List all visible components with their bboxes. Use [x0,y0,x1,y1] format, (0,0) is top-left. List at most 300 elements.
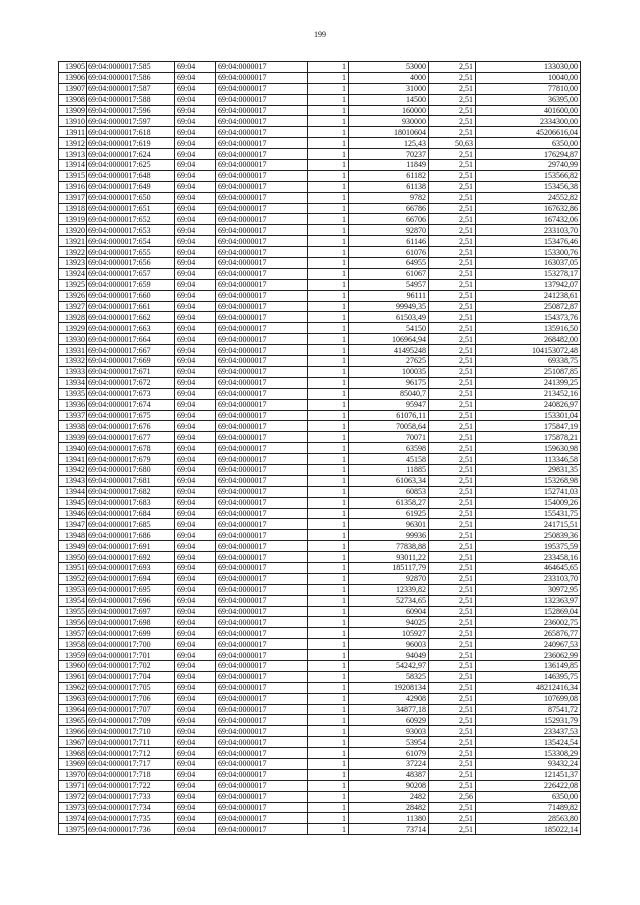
table-row [59,454,581,465]
rate-cell: 2,51 [429,236,476,247]
count-cell: 1 [308,377,349,388]
rate-cell: 2,51 [429,541,476,552]
value-cell: 92870 [349,225,429,236]
table-row [59,595,581,606]
district-code-cell: 69:04 [175,813,216,824]
block-number-cell: 69:04:0000017 [216,312,308,323]
row-number-cell: 13945 [59,497,87,508]
row-number-cell: 13914 [59,160,87,171]
cadastral-number-cell: 69:04:0000017:704 [87,671,175,682]
row-number-cell: 13957 [59,628,87,639]
count-cell: 1 [308,508,349,519]
value-cell: 58325 [349,671,429,682]
block-number-cell: 69:04:0000017 [216,399,308,410]
count-cell: 1 [308,181,349,192]
table-row [59,748,581,759]
rate-cell: 2,51 [429,345,476,356]
total-cell: 153456,38 [476,181,581,192]
cadastral-number-cell: 69:04:0000017:625 [87,160,175,171]
value-cell: 54242,97 [349,660,429,671]
rate-cell: 2,51 [429,334,476,345]
count-cell: 1 [308,802,349,813]
total-cell: 175878,21 [476,432,581,443]
block-number-cell: 69:04:0000017 [216,802,308,813]
total-cell: 185022,14 [476,824,581,835]
value-cell: 11885 [349,464,429,475]
value-cell: 106964,94 [349,334,429,345]
count-cell: 1 [308,573,349,584]
row-number-cell: 13959 [59,650,87,661]
cadastral-number-cell: 69:04:0000017:654 [87,236,175,247]
table-row [59,127,581,138]
block-number-cell: 69:04:0000017 [216,356,308,367]
table-row [59,236,581,247]
rate-cell: 2,51 [429,671,476,682]
total-cell: 226422,08 [476,780,581,791]
row-number-cell: 13921 [59,236,87,247]
count-cell: 1 [308,203,349,214]
row-number-cell: 13967 [59,737,87,748]
district-code-cell: 69:04 [175,366,216,377]
value-cell: 11380 [349,813,429,824]
district-code-cell: 69:04 [175,116,216,127]
row-number-cell: 13935 [59,388,87,399]
cadastral-number-cell: 69:04:0000017:679 [87,454,175,465]
value-cell: 185117,79 [349,562,429,573]
total-cell: 71489,82 [476,802,581,813]
cadastral-number-cell: 69:04:0000017:710 [87,726,175,737]
count-cell: 1 [308,780,349,791]
count-cell: 1 [308,247,349,258]
table-row [59,486,581,497]
district-code-cell: 69:04 [175,464,216,475]
cadastral-number-cell: 69:04:0000017:587 [87,83,175,94]
rate-cell: 2,51 [429,290,476,301]
rate-cell: 2,51 [429,225,476,236]
row-number-cell: 13937 [59,410,87,421]
page-number: 199 [314,30,326,39]
table-row [59,497,581,508]
district-code-cell: 69:04 [175,290,216,301]
value-cell: 77838,88 [349,541,429,552]
cadastral-number-cell: 69:04:0000017:736 [87,824,175,835]
row-number-cell: 13955 [59,606,87,617]
rate-cell: 2,51 [429,715,476,726]
count-cell: 1 [308,72,349,83]
table-row [59,802,581,813]
total-cell: 265876,77 [476,628,581,639]
count-cell: 1 [308,475,349,486]
table-row [59,639,581,650]
table-row [59,650,581,661]
cadastral-number-cell: 69:04:0000017:712 [87,748,175,759]
value-cell: 94049 [349,650,429,661]
rate-cell: 2,51 [429,432,476,443]
table-row [59,83,581,94]
value-cell: 54957 [349,279,429,290]
block-number-cell: 69:04:0000017 [216,181,308,192]
value-cell: 100035 [349,366,429,377]
district-code-cell: 69:04 [175,769,216,780]
rate-cell: 2,51 [429,83,476,94]
row-number-cell: 13962 [59,682,87,693]
row-number-cell: 13927 [59,301,87,312]
row-number-cell: 13911 [59,127,87,138]
rate-cell: 2,51 [429,769,476,780]
table-row [59,62,581,73]
row-number-cell: 13931 [59,345,87,356]
rate-cell: 2,51 [429,388,476,399]
table-row [59,704,581,715]
row-number-cell: 13966 [59,726,87,737]
rate-cell: 2,51 [429,660,476,671]
value-cell: 99936 [349,530,429,541]
count-cell: 1 [308,726,349,737]
cadastral-number-cell: 69:04:0000017:618 [87,127,175,138]
count-cell: 1 [308,454,349,465]
district-code-cell: 69:04 [175,584,216,595]
value-cell: 92870 [349,573,429,584]
total-cell: 241715,51 [476,519,581,530]
total-cell: 167432,06 [476,214,581,225]
block-number-cell: 69:04:0000017 [216,170,308,181]
district-code-cell: 69:04 [175,454,216,465]
block-number-cell: 69:04:0000017 [216,737,308,748]
rate-cell: 2,51 [429,323,476,334]
district-code-cell: 69:04 [175,541,216,552]
cadastral-number-cell: 69:04:0000017:659 [87,279,175,290]
cadastral-number-cell: 69:04:0000017:735 [87,813,175,824]
district-code-cell: 69:04 [175,421,216,432]
row-number-cell: 13915 [59,170,87,181]
block-number-cell: 69:04:0000017 [216,475,308,486]
district-code-cell: 69:04 [175,301,216,312]
block-number-cell: 69:04:0000017 [216,693,308,704]
value-cell: 11849 [349,160,429,171]
row-number-cell: 13944 [59,486,87,497]
block-number-cell: 69:04:0000017 [216,443,308,454]
cadastral-number-cell: 69:04:0000017:655 [87,247,175,258]
row-number-cell: 13968 [59,748,87,759]
district-code-cell: 69:04 [175,268,216,279]
cadastral-number-cell: 69:04:0000017:662 [87,312,175,323]
district-code-cell: 69:04 [175,258,216,269]
district-code-cell: 69:04 [175,170,216,181]
district-code-cell: 69:04 [175,160,216,171]
rate-cell: 2,51 [429,617,476,628]
district-code-cell: 69:04 [175,279,216,290]
table-row [59,214,581,225]
value-cell: 96175 [349,377,429,388]
cadastral-number-cell: 69:04:0000017:596 [87,105,175,116]
value-cell: 27625 [349,356,429,367]
district-code-cell: 69:04 [175,497,216,508]
rate-cell: 2,51 [429,170,476,181]
count-cell: 1 [308,258,349,269]
table-row [59,323,581,334]
row-number-cell: 13941 [59,454,87,465]
total-cell: 233103,70 [476,573,581,584]
count-cell: 1 [308,94,349,105]
table-row [59,203,581,214]
district-code-cell: 69:04 [175,595,216,606]
count-cell: 1 [308,225,349,236]
count-cell: 1 [308,628,349,639]
cadastral-number-cell: 69:04:0000017:619 [87,138,175,149]
block-number-cell: 69:04:0000017 [216,83,308,94]
cadastral-number-cell: 69:04:0000017:686 [87,530,175,541]
value-cell: 70237 [349,149,429,160]
row-number-cell: 13970 [59,769,87,780]
rate-cell: 2,51 [429,497,476,508]
value-cell: 37224 [349,759,429,770]
rate-cell: 2,51 [429,312,476,323]
table-row [59,312,581,323]
row-number-cell: 13925 [59,279,87,290]
rate-cell: 2,51 [429,105,476,116]
count-cell: 1 [308,138,349,149]
count-cell: 1 [308,715,349,726]
row-number-cell: 13965 [59,715,87,726]
row-number-cell: 13963 [59,693,87,704]
rate-cell: 2,51 [429,519,476,530]
value-cell: 34877,18 [349,704,429,715]
total-cell: 153476,46 [476,236,581,247]
district-code-cell: 69:04 [175,780,216,791]
count-cell: 1 [308,421,349,432]
rate-cell: 2,51 [429,759,476,770]
block-number-cell: 69:04:0000017 [216,290,308,301]
district-code-cell: 69:04 [175,432,216,443]
row-number-cell: 13942 [59,464,87,475]
block-number-cell: 69:04:0000017 [216,203,308,214]
block-number-cell: 69:04:0000017 [216,366,308,377]
cadastral-number-cell: 69:04:0000017:673 [87,388,175,399]
row-number-cell: 13926 [59,290,87,301]
row-number-cell: 13907 [59,83,87,94]
district-code-cell: 69:04 [175,72,216,83]
rate-cell: 2,51 [429,214,476,225]
rate-cell: 2,56 [429,791,476,802]
value-cell: 48387 [349,769,429,780]
table-row [59,519,581,530]
block-number-cell: 69:04:0000017 [216,258,308,269]
cadastral-number-cell: 69:04:0000017:671 [87,366,175,377]
table-row [59,356,581,367]
cadastral-number-cell: 69:04:0000017:718 [87,769,175,780]
district-code-cell: 69:04 [175,628,216,639]
total-cell: 36395,00 [476,94,581,105]
table-row [59,105,581,116]
count-cell: 1 [308,530,349,541]
table-row [59,824,581,835]
total-cell: 236002,75 [476,617,581,628]
row-number-cell: 13953 [59,584,87,595]
table-row [59,573,581,584]
block-number-cell: 69:04:0000017 [216,704,308,715]
value-cell: 61358,27 [349,497,429,508]
rate-cell: 2,51 [429,562,476,573]
block-number-cell: 69:04:0000017 [216,748,308,759]
table-row [59,464,581,475]
total-cell: 153300,76 [476,247,581,258]
district-code-cell: 69:04 [175,562,216,573]
table-row [59,628,581,639]
count-cell: 1 [308,410,349,421]
cadastral-number-cell: 69:04:0000017:651 [87,203,175,214]
rate-cell: 2,51 [429,726,476,737]
count-cell: 1 [308,105,349,116]
cadastral-number-cell: 69:04:0000017:672 [87,377,175,388]
table-row [59,562,581,573]
block-number-cell: 69:04:0000017 [216,573,308,584]
rate-cell: 2,51 [429,160,476,171]
block-number-cell: 69:04:0000017 [216,486,308,497]
district-code-cell: 69:04 [175,127,216,138]
district-code-cell: 69:04 [175,748,216,759]
district-code-cell: 69:04 [175,606,216,617]
rate-cell: 2,51 [429,464,476,475]
count-cell: 1 [308,432,349,443]
total-cell: 121451,37 [476,769,581,780]
cadastral-number-cell: 69:04:0000017:696 [87,595,175,606]
row-number-cell: 13917 [59,192,87,203]
count-cell: 1 [308,366,349,377]
table-row [59,617,581,628]
cadastral-value-table [58,61,581,835]
row-number-cell: 13949 [59,541,87,552]
block-number-cell: 69:04:0000017 [216,192,308,203]
cadastral-number-cell: 69:04:0000017:663 [87,323,175,334]
count-cell: 1 [308,693,349,704]
count-cell: 1 [308,170,349,181]
rate-cell: 2,51 [429,247,476,258]
block-number-cell: 69:04:0000017 [216,671,308,682]
count-cell: 1 [308,290,349,301]
count-cell: 1 [308,595,349,606]
total-cell: 250872,87 [476,301,581,312]
count-cell: 1 [308,323,349,334]
table-row [59,660,581,671]
value-cell: 53000 [349,62,429,73]
count-cell: 1 [308,268,349,279]
count-cell: 1 [308,127,349,138]
district-code-cell: 69:04 [175,824,216,835]
table-row [59,334,581,345]
total-cell: 167632,86 [476,203,581,214]
district-code-cell: 69:04 [175,715,216,726]
block-number-cell: 69:04:0000017 [216,127,308,138]
total-cell: 154009,26 [476,497,581,508]
table-body [59,62,581,835]
row-number-cell: 13908 [59,94,87,105]
block-number-cell: 69:04:0000017 [216,149,308,160]
count-cell: 1 [308,660,349,671]
table-row [59,726,581,737]
rate-cell: 50,63 [429,138,476,149]
district-code-cell: 69:04 [175,671,216,682]
total-cell: 155431,75 [476,508,581,519]
rate-cell: 2,51 [429,192,476,203]
total-cell: 2334300,00 [476,116,581,127]
row-number-cell: 13912 [59,138,87,149]
block-number-cell: 69:04:0000017 [216,116,308,127]
count-cell: 1 [308,312,349,323]
district-code-cell: 69:04 [175,388,216,399]
table-row [59,247,581,258]
table-row [59,584,581,595]
rate-cell: 2,51 [429,127,476,138]
rate-cell: 2,51 [429,94,476,105]
table-row [59,345,581,356]
total-cell: 87541,72 [476,704,581,715]
block-number-cell: 69:04:0000017 [216,247,308,258]
block-number-cell: 69:04:0000017 [216,377,308,388]
district-code-cell: 69:04 [175,410,216,421]
count-cell: 1 [308,345,349,356]
total-cell: 133030,00 [476,62,581,73]
cadastral-number-cell: 69:04:0000017:597 [87,116,175,127]
block-number-cell: 69:04:0000017 [216,421,308,432]
total-cell: 233437,53 [476,726,581,737]
table-row [59,737,581,748]
count-cell: 1 [308,149,349,160]
table-row [59,388,581,399]
rate-cell: 2,51 [429,203,476,214]
table-row [59,780,581,791]
district-code-cell: 69:04 [175,693,216,704]
count-cell: 1 [308,279,349,290]
cadastral-number-cell: 69:04:0000017:705 [87,682,175,693]
count-cell: 1 [308,824,349,835]
rate-cell: 2,51 [429,454,476,465]
block-number-cell: 69:04:0000017 [216,160,308,171]
count-cell: 1 [308,650,349,661]
district-code-cell: 69:04 [175,377,216,388]
total-cell: 213452,16 [476,388,581,399]
rate-cell: 2,51 [429,802,476,813]
row-number-cell: 13939 [59,432,87,443]
row-number-cell: 13973 [59,802,87,813]
count-cell: 1 [308,704,349,715]
cadastral-number-cell: 69:04:0000017:657 [87,268,175,279]
table-row [59,301,581,312]
count-cell: 1 [308,562,349,573]
table-row [59,541,581,552]
rate-cell: 2,51 [429,508,476,519]
rate-cell: 2,51 [429,704,476,715]
block-number-cell: 69:04:0000017 [216,94,308,105]
district-code-cell: 69:04 [175,791,216,802]
table-row [59,552,581,563]
block-number-cell: 69:04:0000017 [216,345,308,356]
value-cell: 61182 [349,170,429,181]
cadastral-number-cell: 69:04:0000017:733 [87,791,175,802]
value-cell: 93011,22 [349,552,429,563]
total-cell: 107699,08 [476,693,581,704]
cadastral-number-cell: 69:04:0000017:711 [87,737,175,748]
row-number-cell: 13922 [59,247,87,258]
district-code-cell: 69:04 [175,617,216,628]
count-cell: 1 [308,464,349,475]
row-number-cell: 13954 [59,595,87,606]
value-cell: 61079 [349,748,429,759]
district-code-cell: 69:04 [175,138,216,149]
district-code-cell: 69:04 [175,312,216,323]
total-cell: 153268,98 [476,475,581,486]
row-number-cell: 13960 [59,660,87,671]
value-cell: 61503,49 [349,312,429,323]
